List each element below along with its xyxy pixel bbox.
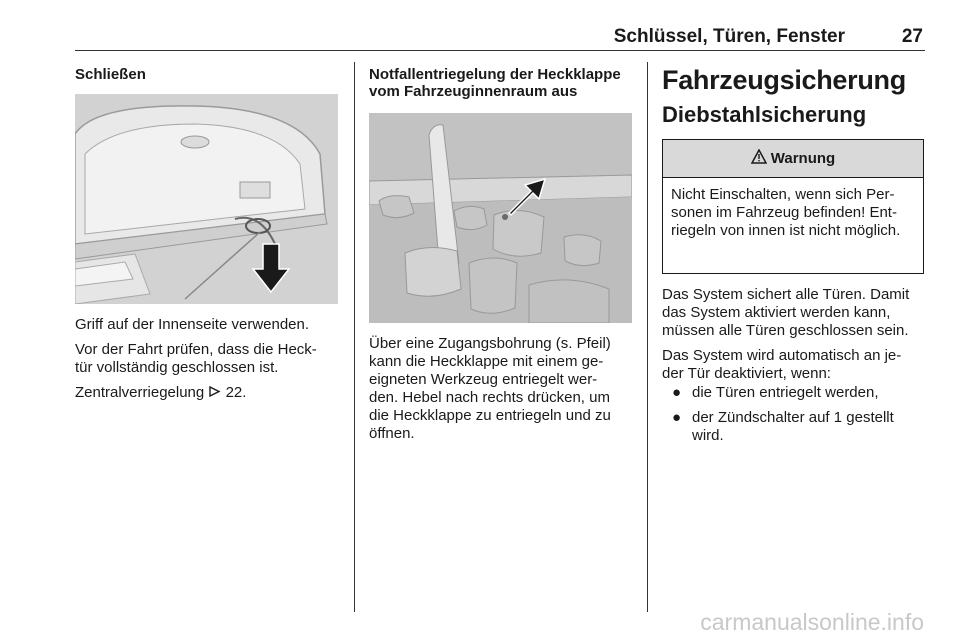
- section-heading-schliessen: [75, 66, 340, 83]
- system-line-3: müssen alle Türen geschlossen sein.: [662, 322, 909, 339]
- column-divider-2: [647, 62, 648, 612]
- reference-page: 22.: [225, 384, 247, 401]
- release-line-4: den. Hebel nach rechts drücken, um: [369, 389, 610, 406]
- warning-line-1: Nicht Einschalten, wenn sich Per-: [671, 186, 895, 203]
- heading-fahrzeugsicherung: Fahrzeugsicherung: [662, 65, 906, 95]
- bullet-text: [692, 409, 932, 445]
- column-divider-1: [354, 62, 355, 612]
- figure-emergency-release: [369, 113, 632, 323]
- chapter-title: Schlüssel, Türen, Fenster: [613, 26, 845, 47]
- page-number: 27: [901, 26, 923, 47]
- warning-label: Warnung: [770, 150, 836, 167]
- warning-line-2: sonen im Fahrzeug befinden! Ent-: [671, 204, 897, 221]
- col1-body: [75, 316, 345, 403]
- page-header: [75, 24, 925, 50]
- release-line-6: öffnen.: [369, 425, 415, 442]
- page-reference-arrow-icon: [208, 385, 221, 403]
- col3-body: [662, 286, 937, 383]
- bullet-line-1: der Zündschalter auf 1 gestellt: [692, 409, 894, 426]
- bullet-dot-icon: ●: [672, 384, 682, 401]
- bullet-dot-icon: ●: [672, 409, 682, 426]
- watermark: carmanualsonline.info: [700, 609, 924, 635]
- heading-diebstahlsicherung: Diebstahlsicherung: [662, 102, 867, 127]
- release-line-1: Über eine Zugangsbohrung (s. Pfeil): [369, 335, 611, 352]
- instruction-paragraph: Griff auf der Innenseite verwenden.: [75, 316, 310, 333]
- heading-schliessen: Schließen: [75, 66, 146, 83]
- emergency-release-illustration: [369, 113, 632, 323]
- heading-notfall-line1: Notfallentriegelung der Heckklappe: [369, 66, 621, 83]
- heading-notfall-line2: vom Fahrzeuginnenraum aus: [369, 83, 578, 100]
- system-line-2: das System aktiviert werden kann,: [662, 304, 891, 321]
- reference-paragraph: [75, 384, 345, 403]
- deactivate-line-2: der Tür deaktiviert, wenn:: [662, 365, 831, 382]
- header-divider: [75, 50, 925, 51]
- reference-text: Zentralverriegelung: [75, 384, 205, 401]
- check-paragraph-line1: Vor der Fahrt prüfen, dass die Heck-: [75, 341, 317, 358]
- warning-header: [663, 140, 923, 178]
- col2-body: [369, 335, 644, 443]
- release-line-2: kann die Heckklappe mit einem ge-: [369, 353, 604, 370]
- bullet-line-2: wird.: [692, 427, 724, 444]
- warning-line-3: riegeln von innen ist nicht möglich.: [671, 222, 901, 239]
- warning-box: [662, 139, 924, 274]
- release-line-5: die Heckklappe zu entriegeln und zu: [369, 407, 611, 424]
- system-line-1: Das System sichert alle Türen. Damit: [662, 286, 910, 303]
- figure-tailgate-closing: [75, 94, 338, 304]
- check-paragraph-line2: tür vollständig geschlossen ist.: [75, 359, 279, 376]
- bullet-text: die Türen entriegelt werden,: [692, 384, 879, 401]
- warning-triangle-icon: [751, 149, 767, 168]
- warning-body: [663, 178, 923, 240]
- col3-headings: [662, 65, 932, 128]
- release-line-3: eigneten Werkzeug entriegelt wer-: [369, 371, 598, 388]
- deactivate-line-1: Das System wird automatisch an je-: [662, 347, 902, 364]
- tailgate-illustration: [75, 94, 338, 304]
- section-heading-notfall: [369, 66, 634, 100]
